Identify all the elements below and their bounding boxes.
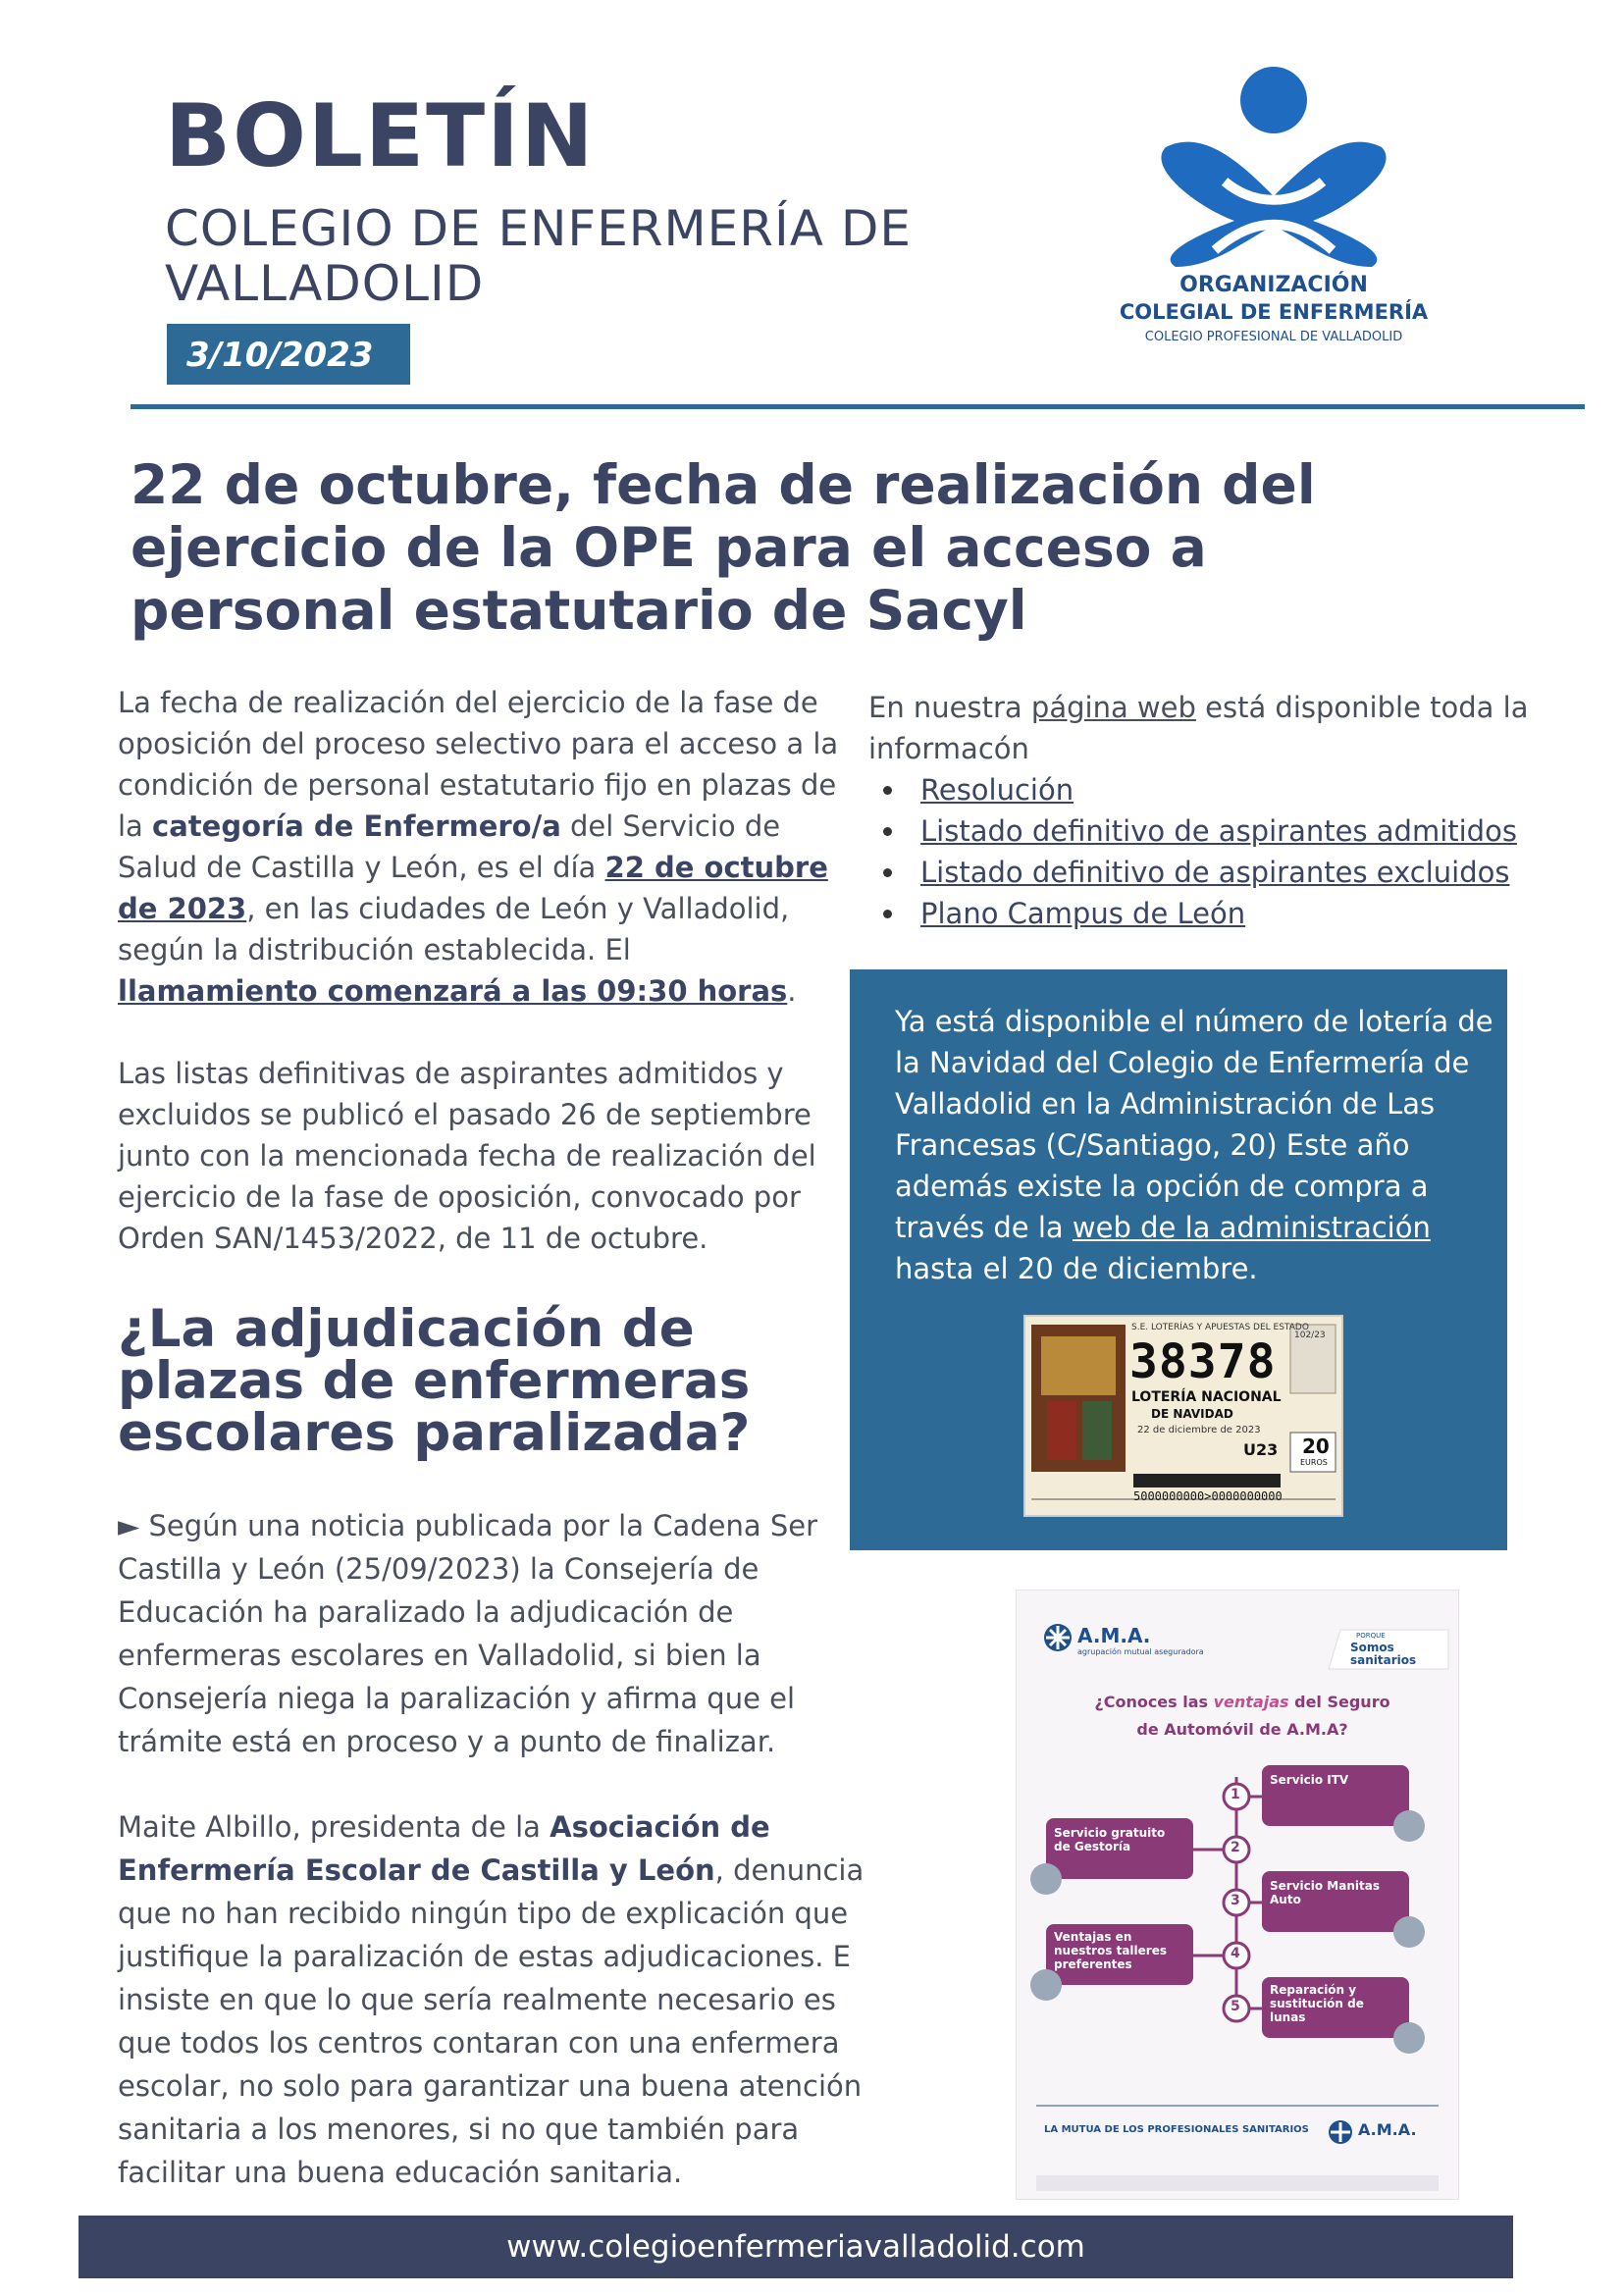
ticket-price: 20 [1302, 1435, 1330, 1458]
p1-text-c: del Servicio de Salud de Castilla y León, es el día [118, 809, 781, 884]
ama-step-3: 3 [1231, 1893, 1240, 1908]
exam-date-link[interactable]: 22 de octubre de 2023 [118, 851, 828, 925]
ama-step-4: 4 [1231, 1946, 1240, 1961]
ticket-number: 38378 [1129, 1334, 1277, 1389]
footer-website-link[interactable]: www.colegioenfermeriavalladolid.com [506, 2229, 1085, 2265]
ama-item-4: Ventajas en nuestros talleres preferentes [1054, 1930, 1167, 1971]
ticket-code: U23 [1243, 1440, 1279, 1459]
ama-item-2: Servicio gratuito de Gestoría [1054, 1826, 1166, 1853]
article-2-paragraph-2 [118, 1805, 873, 2194]
ama-star-icon [1044, 1624, 1072, 1651]
ama-item-5: Reparación y sustitución de lunas [1270, 1983, 1364, 2024]
footer-bar [79, 2216, 1513, 2278]
ama-footer-title: LA MUTUA DE LOS PROFESIONALES SANITARIOS [1044, 2124, 1309, 2135]
lottery-text-b: hasta el 20 de diciembre. [895, 1252, 1258, 1285]
web-intro-a: En nuestra [868, 691, 1031, 724]
ama-star-icon-footer [1329, 2120, 1352, 2144]
p1-text-e: , en las ciudades de León y Valladolid, según la distribución establecida. El [118, 892, 790, 966]
bulletin-title: BOLETÍN [165, 85, 596, 186]
web-intro [868, 687, 1555, 769]
issue-date-badge [167, 324, 410, 385]
p1-text-a: La fecha de realización del ejercicio de la fase de oposición del proceso selectivo para el acceso a la condición de personal estatutario fijo en plazas de la [118, 686, 839, 843]
link-admitidos[interactable]: Listado definitivo de aspirantes admitidos [883, 810, 1570, 852]
nurse-emblem-icon [1107, 59, 1441, 270]
ama-brand: A.M.A. [1077, 1624, 1151, 1647]
administration-web-link[interactable]: web de la administración [1072, 1211, 1431, 1244]
association-name: Asociación de Enfermería Escolar de Castilla y León [118, 1810, 770, 1887]
ticket-serie: 102/23 [1294, 1331, 1326, 1340]
ama-insurance-ad[interactable] [1016, 1590, 1459, 2200]
header-divider [131, 404, 1585, 409]
ticket-header: S.E. LOTERÍAS Y APUESTAS DEL ESTADO [1131, 1323, 1309, 1332]
resource-links-list [883, 769, 1570, 934]
bulletin-subtitle: COLEGIO DE ENFERMERÍA DE VALLADOLID [165, 200, 912, 312]
p4-text-c: , denuncia que no han recibido ningún tipo de explicación que justifique la paralización de estas adjudicaciones. E insiste en que lo que sería realmente necesario es que todos los centros contaran con una enfermera escolar, no solo para garantizar una buena atención sanitaria a los menores, si no que también para facilitar una buena educación sanitaria. [118, 1853, 864, 2189]
ama-item-3: Servicio Manitas Auto [1270, 1879, 1380, 1906]
ama-step-5: 5 [1231, 1999, 1240, 2014]
ticket-date: 22 de diciembre de 2023 [1137, 1425, 1261, 1435]
ama-step-2: 2 [1231, 1840, 1240, 1855]
ama-brand-footer: A.M.A. [1358, 2120, 1417, 2139]
ama-headline-2: de Automóvil de A.M.A? [1136, 1720, 1348, 1739]
link-plano-campus[interactable]: Plano Campus de León [883, 893, 1570, 934]
article-paragraph-1 [118, 682, 839, 1012]
main-headline: 22 de octubre, fecha de realización del ejercicio de la OPE para el acceso a personal estatutario de Sacyl [131, 453, 1316, 642]
link-resolucion[interactable]: Resolución [883, 769, 1570, 810]
ama-step-1: 1 [1231, 1787, 1240, 1802]
link-excluidos[interactable]: Listado definitivo de aspirantes excluidos [883, 852, 1570, 893]
issue-date: 3/10/2023 [186, 336, 374, 375]
ama-headline-1: ¿Conoces las ventajas del Seguro [1094, 1693, 1390, 1711]
article-paragraph-2: Las listas definitivas de aspirantes admitidos y excluidos se publicó el pasado 26 de septiembre junto con la mencionada fecha de realización del ejercicio de la fase de oposición, convocado por Orden SAN/1453/2022, de 11 de octubre. [118, 1057, 816, 1255]
article-2-heading: ¿La adjudicación de plazas de enfermeras escolares paralizada? [118, 1299, 751, 1463]
ticket-title-1: LOTERÍA NACIONAL [1131, 1389, 1282, 1405]
ama-tag-small: PORQUE [1356, 1632, 1386, 1640]
call-time-link[interactable]: llamamiento comenzará a las 09:30 horas [118, 974, 788, 1008]
ama-item-1: Servicio ITV [1270, 1773, 1349, 1787]
ama-brand-sub: agrupación mutual aseguradora [1077, 1647, 1204, 1656]
p1-text-g: . [787, 974, 797, 1008]
logo-line-2: COLEGIAL DE ENFERMERÍA [1119, 300, 1429, 324]
lottery-text [895, 1001, 1503, 1289]
web-intro-b: está disponible toda la informacón [868, 691, 1529, 765]
p4-text-a: Maite Albillo, presidenta de la [118, 1810, 550, 1844]
ticket-barcode-number: 5000000000>0000000000 [1133, 1489, 1283, 1503]
lottery-ticket-image [1023, 1315, 1343, 1517]
web-page-link[interactable]: página web [1030, 691, 1196, 724]
ticket-title-2: DE NAVIDAD [1151, 1407, 1233, 1421]
lottery-text-a: Ya está disponible el número de lotería de la Navidad del Colegio de Enfermería de Valladolid en la Administración de Las Francesas (C/Santiago, 20) Este año además existe la opción de compra a través de la [895, 1005, 1493, 1244]
ticket-price-unit: EUROS [1300, 1458, 1328, 1467]
p1-category-bold: categoría de Enfermero/a [152, 809, 561, 843]
logo-line-1: ORGANIZACIÓN [1179, 273, 1368, 297]
logo-line-3: COLEGIO PROFESIONAL DE VALLADOLID [1144, 330, 1403, 344]
article-2-paragraph-1: ► Según una noticia publicada por la Cadena Ser Castilla y León (25/09/2023) la Consejería de Educación ha paralizado la adjudicación de enfermeras escolares en Valladolid, si bien la Consejería niega la paralización y afirma que el trámite está en proceso y a punto de finalizar. [118, 1509, 818, 1758]
organization-logo [1107, 59, 1441, 353]
ama-tag: Somos sanitarios [1350, 1641, 1417, 1667]
